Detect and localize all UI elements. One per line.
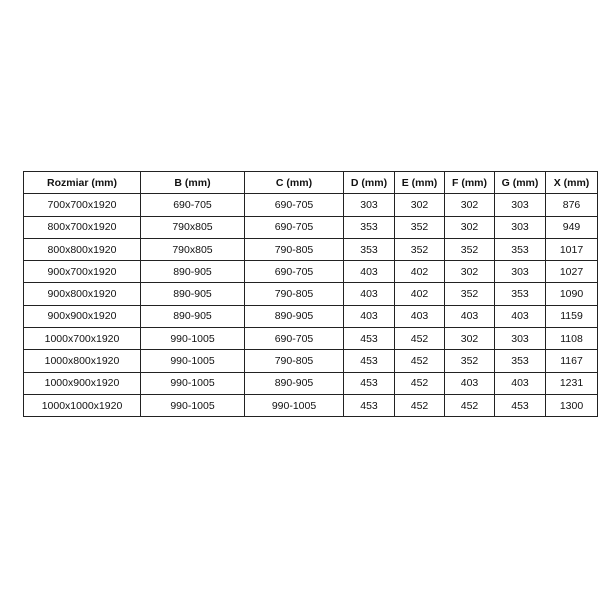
cell-x: 1017 [546, 238, 598, 260]
cell-c: 690-705 [245, 328, 344, 350]
cell-e: 302 [395, 194, 445, 216]
cell-g: 353 [495, 283, 546, 305]
cell-c: 790-805 [245, 283, 344, 305]
cell-c: 990-1005 [245, 394, 344, 416]
cell-f: 352 [445, 350, 495, 372]
cell-d: 453 [344, 372, 395, 394]
cell-c: 790-805 [245, 238, 344, 260]
cell-g: 453 [495, 394, 546, 416]
cell-rozmiar: 800x700x1920 [24, 216, 141, 238]
cell-d: 453 [344, 350, 395, 372]
cell-x: 1300 [546, 394, 598, 416]
cell-f: 403 [445, 305, 495, 327]
cell-g: 403 [495, 372, 546, 394]
cell-d: 403 [344, 261, 395, 283]
cell-b: 890-905 [141, 305, 245, 327]
table-header-row [24, 172, 598, 194]
cell-rozmiar: 900x800x1920 [24, 283, 141, 305]
cell-f: 302 [445, 194, 495, 216]
header-g: G (mm) [495, 172, 546, 194]
cell-rozmiar: 1000x1000x1920 [24, 394, 141, 416]
cell-rozmiar: 1000x700x1920 [24, 328, 141, 350]
cell-e: 452 [395, 372, 445, 394]
cell-c: 890-905 [245, 305, 344, 327]
cell-x: 1108 [546, 328, 598, 350]
cell-e: 452 [395, 328, 445, 350]
cell-b: 890-905 [141, 261, 245, 283]
cell-rozmiar: 900x900x1920 [24, 305, 141, 327]
cell-g: 303 [495, 328, 546, 350]
cell-e: 402 [395, 261, 445, 283]
cell-x: 949 [546, 216, 598, 238]
cell-c: 790-805 [245, 350, 344, 372]
cell-b: 690-705 [141, 194, 245, 216]
cell-f: 352 [445, 238, 495, 260]
cell-f: 302 [445, 328, 495, 350]
table-row [24, 216, 598, 238]
cell-c: 690-705 [245, 194, 344, 216]
cell-g: 403 [495, 305, 546, 327]
cell-e: 352 [395, 238, 445, 260]
table-body [24, 194, 598, 417]
cell-f: 403 [445, 372, 495, 394]
cell-rozmiar: 900x700x1920 [24, 261, 141, 283]
cell-x: 1231 [546, 372, 598, 394]
cell-g: 303 [495, 261, 546, 283]
cell-e: 403 [395, 305, 445, 327]
cell-rozmiar: 700x700x1920 [24, 194, 141, 216]
table-row [24, 394, 598, 416]
header-x: X (mm) [546, 172, 598, 194]
cell-x: 1159 [546, 305, 598, 327]
cell-x: 1027 [546, 261, 598, 283]
cell-d: 403 [344, 305, 395, 327]
cell-rozmiar: 1000x800x1920 [24, 350, 141, 372]
header-e: E (mm) [395, 172, 445, 194]
cell-f: 452 [445, 394, 495, 416]
cell-b: 790x805 [141, 216, 245, 238]
cell-b: 990-1005 [141, 328, 245, 350]
cell-c: 690-705 [245, 261, 344, 283]
table-row [24, 261, 598, 283]
cell-e: 402 [395, 283, 445, 305]
table-row [24, 372, 598, 394]
cell-e: 352 [395, 216, 445, 238]
table-row [24, 350, 598, 372]
table-row [24, 305, 598, 327]
cell-d: 353 [344, 238, 395, 260]
cell-x: 1090 [546, 283, 598, 305]
cell-g: 353 [495, 238, 546, 260]
table-row [24, 328, 598, 350]
table-row [24, 194, 598, 216]
dimensions-table [23, 171, 598, 417]
cell-rozmiar: 800x800x1920 [24, 238, 141, 260]
cell-g: 303 [495, 194, 546, 216]
cell-g: 303 [495, 216, 546, 238]
cell-x: 1167 [546, 350, 598, 372]
cell-b: 990-1005 [141, 350, 245, 372]
cell-g: 353 [495, 350, 546, 372]
header-b: B (mm) [141, 172, 245, 194]
cell-c: 890-905 [245, 372, 344, 394]
header-d: D (mm) [344, 172, 395, 194]
cell-e: 452 [395, 350, 445, 372]
cell-d: 303 [344, 194, 395, 216]
header-f: F (mm) [445, 172, 495, 194]
cell-f: 302 [445, 216, 495, 238]
cell-x: 876 [546, 194, 598, 216]
cell-b: 990-1005 [141, 394, 245, 416]
cell-b: 790x805 [141, 238, 245, 260]
cell-f: 352 [445, 283, 495, 305]
cell-f: 302 [445, 261, 495, 283]
cell-d: 353 [344, 216, 395, 238]
header-rozmiar: Rozmiar (mm) [24, 172, 141, 194]
cell-e: 452 [395, 394, 445, 416]
header-c: C (mm) [245, 172, 344, 194]
cell-d: 403 [344, 283, 395, 305]
table-row [24, 283, 598, 305]
cell-d: 453 [344, 394, 395, 416]
cell-b: 990-1005 [141, 372, 245, 394]
cell-rozmiar: 1000x900x1920 [24, 372, 141, 394]
cell-b: 890-905 [141, 283, 245, 305]
cell-c: 690-705 [245, 216, 344, 238]
table-row [24, 238, 598, 260]
cell-d: 453 [344, 328, 395, 350]
